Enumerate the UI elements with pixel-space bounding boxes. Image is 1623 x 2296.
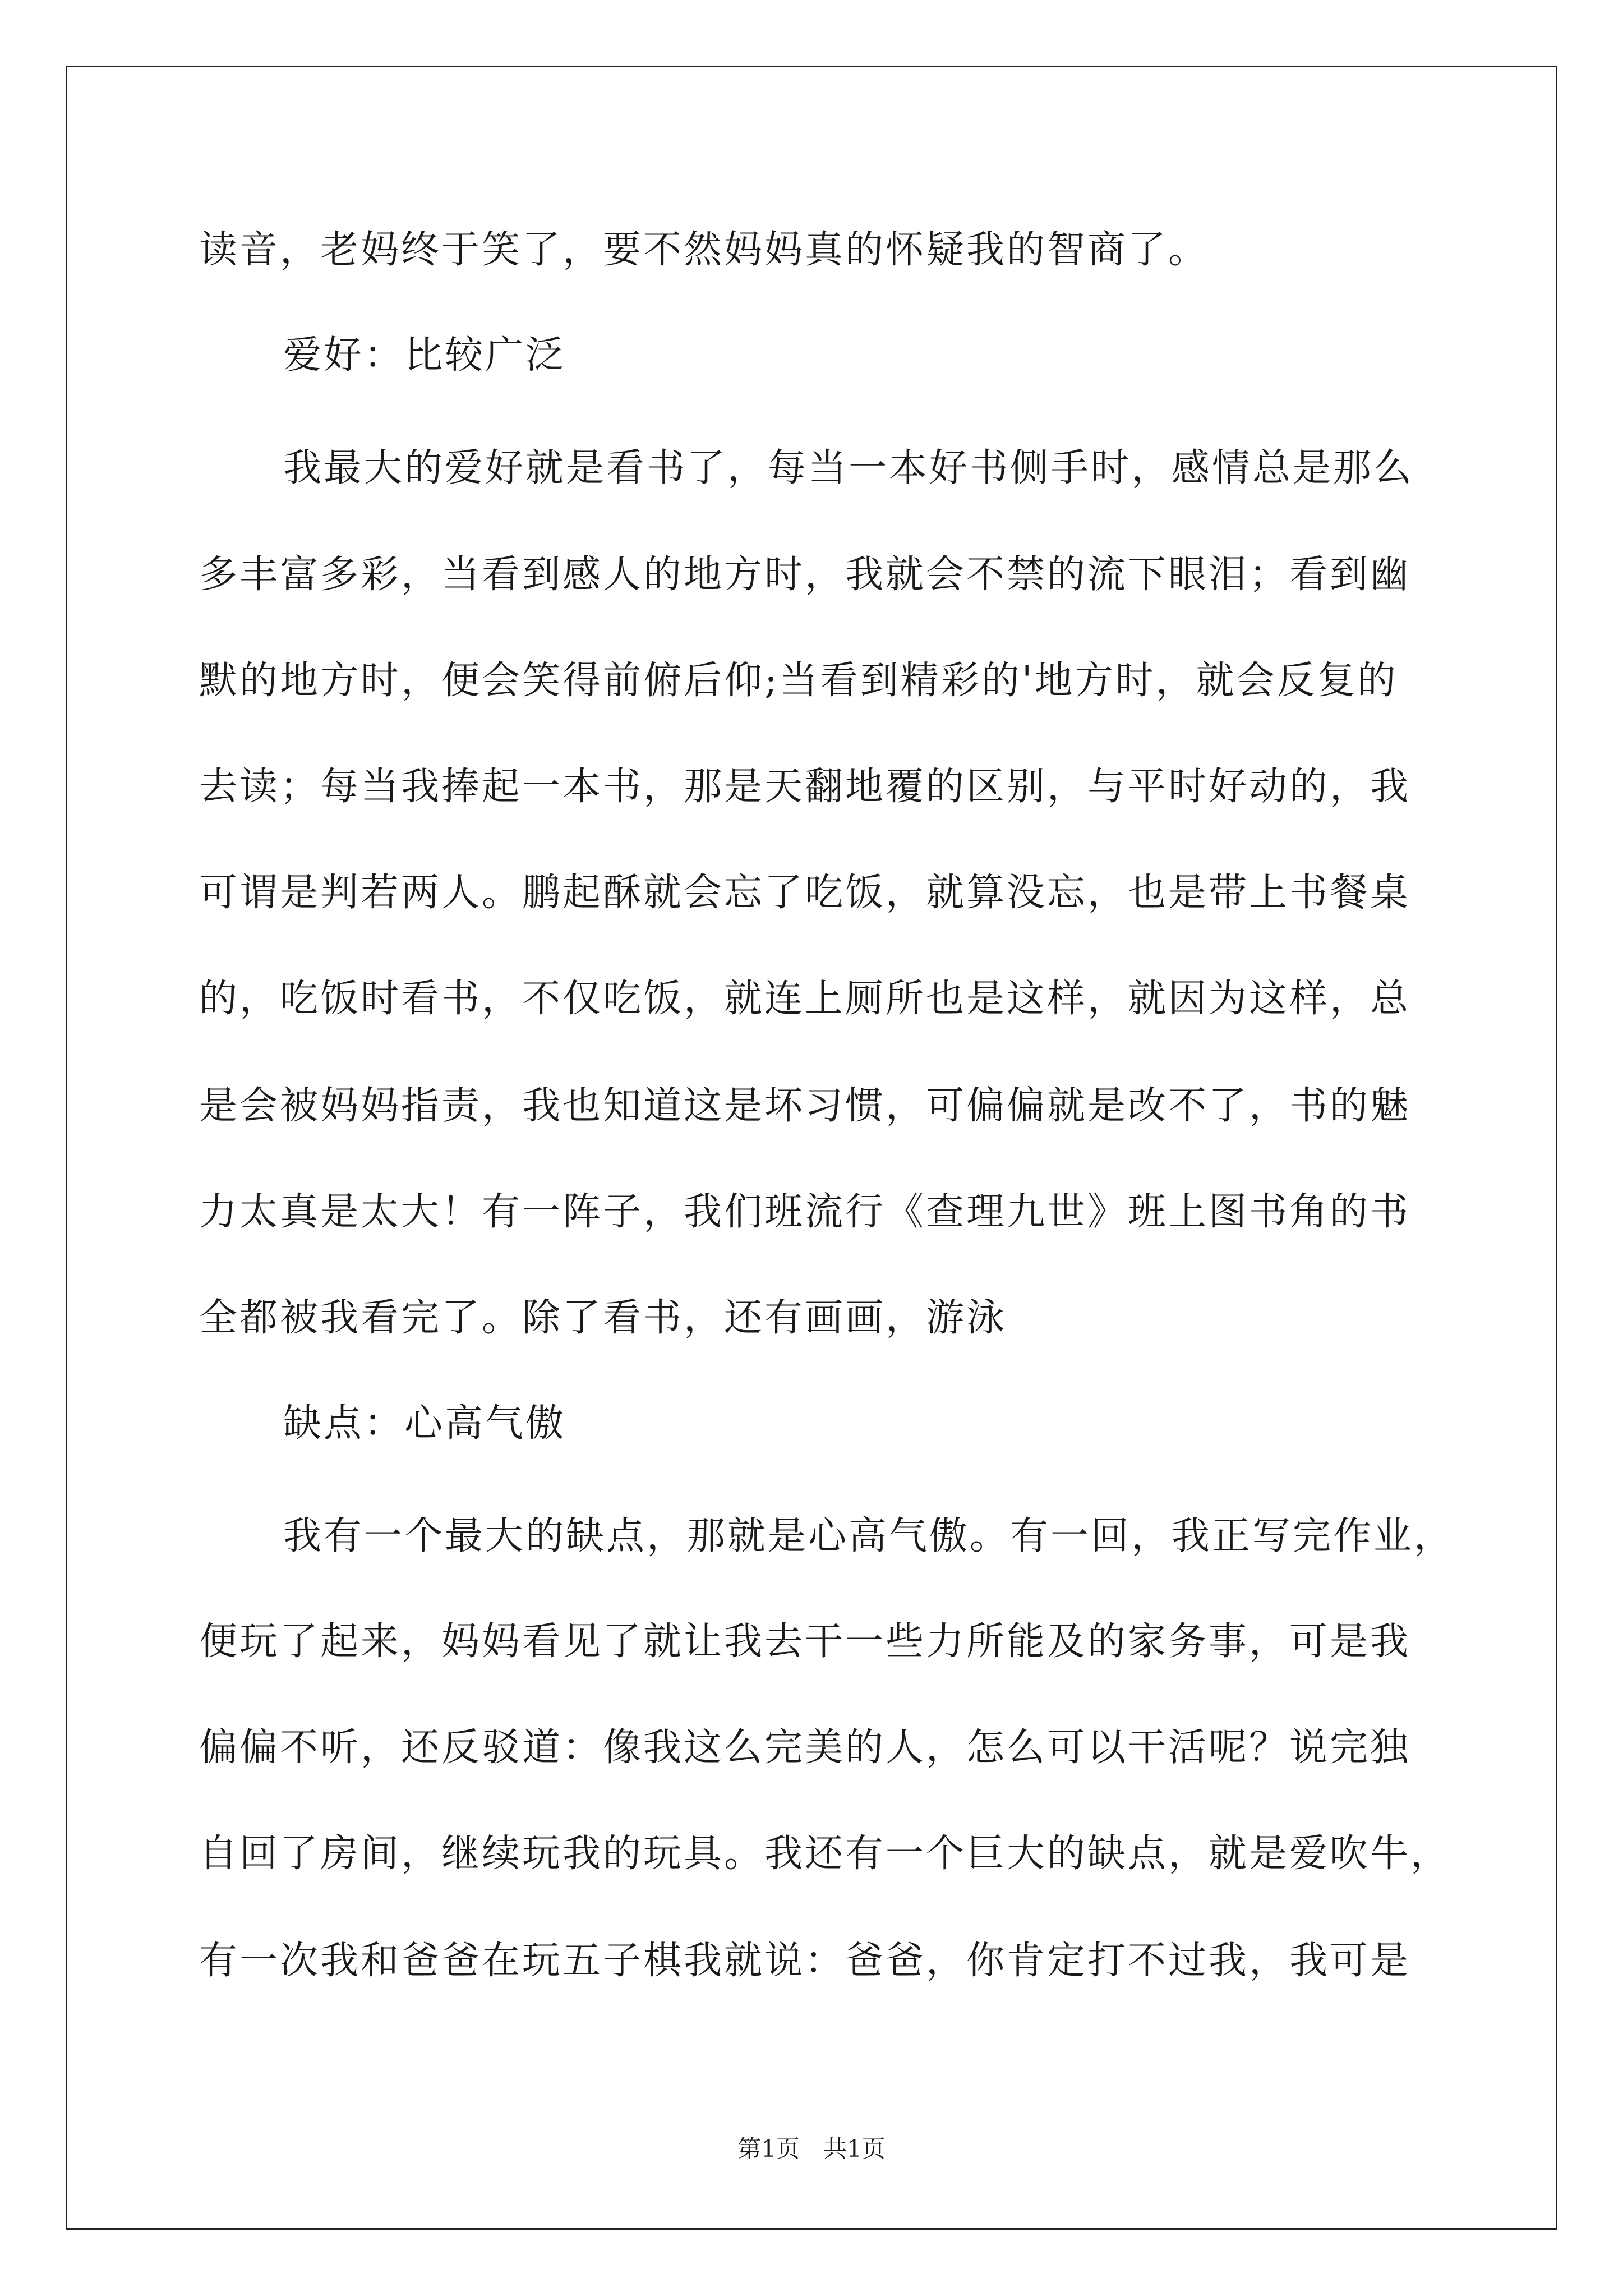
paragraph-start: 我最大的爱好就是看书了，每当一本好书侧手时，感情总是那么 (283, 446, 1414, 490)
text-line: 自回了房间，继续玩我的玩具。我还有一个巨大的缺点，就是爱吹牛， (199, 1832, 1451, 1876)
text-line: 的，吃饭时看书，不仅吃饭，就连上厕所也是这样，就因为这样，总 (199, 977, 1411, 1021)
page-footer: 第1页 共1页 (737, 2135, 886, 2162)
text-line: 是会被妈妈指责，我也知道这是坏习惯，可偏偏就是改不了，书的魅 (199, 1084, 1411, 1128)
text-line: 可谓是判若两人。鹏起酥就会忘了吃饭，就算没忘，也是带上书餐桌 (199, 871, 1411, 915)
text-line: 全都被我看完了。除了看书，还有画画，游泳 (199, 1296, 1007, 1340)
text-line: 偏偏不听，还反驳道：像我这么完美的人，怎么可以干活呢？说完独 (199, 1726, 1411, 1770)
text-line: 多丰富多彩，当看到感人的地方时，我就会不禁的流下眼泪；看到幽 (199, 553, 1411, 597)
page-border (66, 66, 1557, 2230)
section-heading-shortcoming: 缺点：心高气傲 (283, 1401, 566, 1446)
section-heading-hobby: 爱好：比较广泛 (283, 333, 566, 378)
text-line: 默的地方时，便会笑得前俯后仰;当看到精彩的'地方时，就会反复的 (199, 659, 1398, 703)
text-line: 读音，老妈终于笑了，要不然妈妈真的怀疑我的智商了。 (199, 228, 1209, 272)
text-line: 力太真是太大！有一阵子，我们班流行《查理九世》班上图书角的书 (199, 1190, 1411, 1234)
text-line: 有一次我和爸爸在玩五子棋我就说：爸爸，你肯定打不过我，我可是 (199, 1939, 1411, 1983)
paragraph-start: 我有一个最大的缺点，那就是心高气傲。有一回，我正写完作业， (283, 1514, 1455, 1558)
text-line: 便玩了起来，妈妈看见了就让我去干一些力所能及的家务事，可是我 (199, 1619, 1411, 1664)
text-line: 去读；每当我捧起一本书，那是天翻地覆的区别，与平时好动的，我 (199, 765, 1411, 809)
